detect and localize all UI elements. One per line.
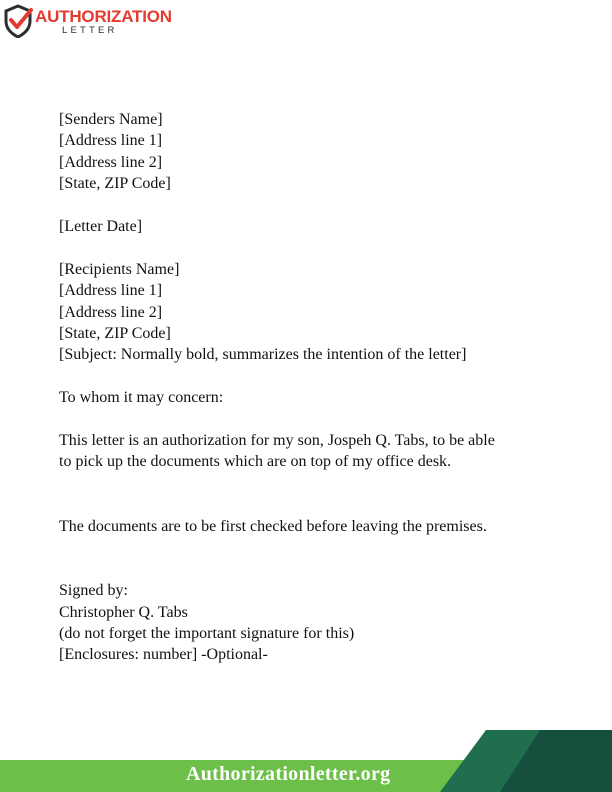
recipient-address-line-1: [Address line 1] bbox=[59, 282, 163, 300]
recipient-block bbox=[59, 259, 579, 345]
signer-name: Christopher Q. Tabs bbox=[59, 603, 188, 621]
sender-state-zip: [State, ZIP Code] bbox=[59, 175, 171, 193]
sender-block bbox=[59, 109, 579, 195]
brand-subname: LETTER bbox=[62, 25, 118, 36]
enclosures-line: [Enclosures: number] -Optional- bbox=[59, 646, 268, 664]
signature-note: (do not forget the important signature for this) bbox=[59, 625, 355, 643]
salutation: To whom it may concern: bbox=[59, 389, 224, 407]
closing-block bbox=[59, 580, 579, 666]
paragraph-line: to pick up the documents which are on top of my office desk. bbox=[59, 453, 452, 471]
brand-logo bbox=[4, 4, 172, 40]
recipient-address-line-2: [Address line 2] bbox=[59, 303, 163, 321]
subject-line: [Subject: Normally bold, summarizes the intention of the letter] bbox=[59, 346, 467, 364]
sender-address-line-1: [Address line 1] bbox=[59, 132, 163, 150]
footer-website[interactable]: Authorizationletter.org bbox=[186, 763, 391, 785]
sender-address-line-2: [Address line 2] bbox=[59, 153, 163, 171]
sender-name: [Senders Name] bbox=[59, 111, 163, 128]
body-paragraph-2: The documents are to be first checked before leaving the premises. bbox=[59, 517, 487, 535]
brand-name: AUTHORIZATION bbox=[35, 7, 172, 26]
letter-date: [Letter Date] bbox=[59, 218, 143, 236]
recipient-name: [Recipients Name] bbox=[59, 260, 180, 278]
shield-check-icon bbox=[4, 4, 34, 38]
letter-body bbox=[59, 109, 579, 666]
paragraph-line: This letter is an authorization for my son, Jospeh Q. Tabs, to be able bbox=[59, 432, 495, 450]
recipient-state-zip: [State, ZIP Code] bbox=[59, 325, 171, 343]
body-paragraph-1 bbox=[59, 430, 579, 473]
signed-by-label: Signed by: bbox=[59, 582, 128, 600]
